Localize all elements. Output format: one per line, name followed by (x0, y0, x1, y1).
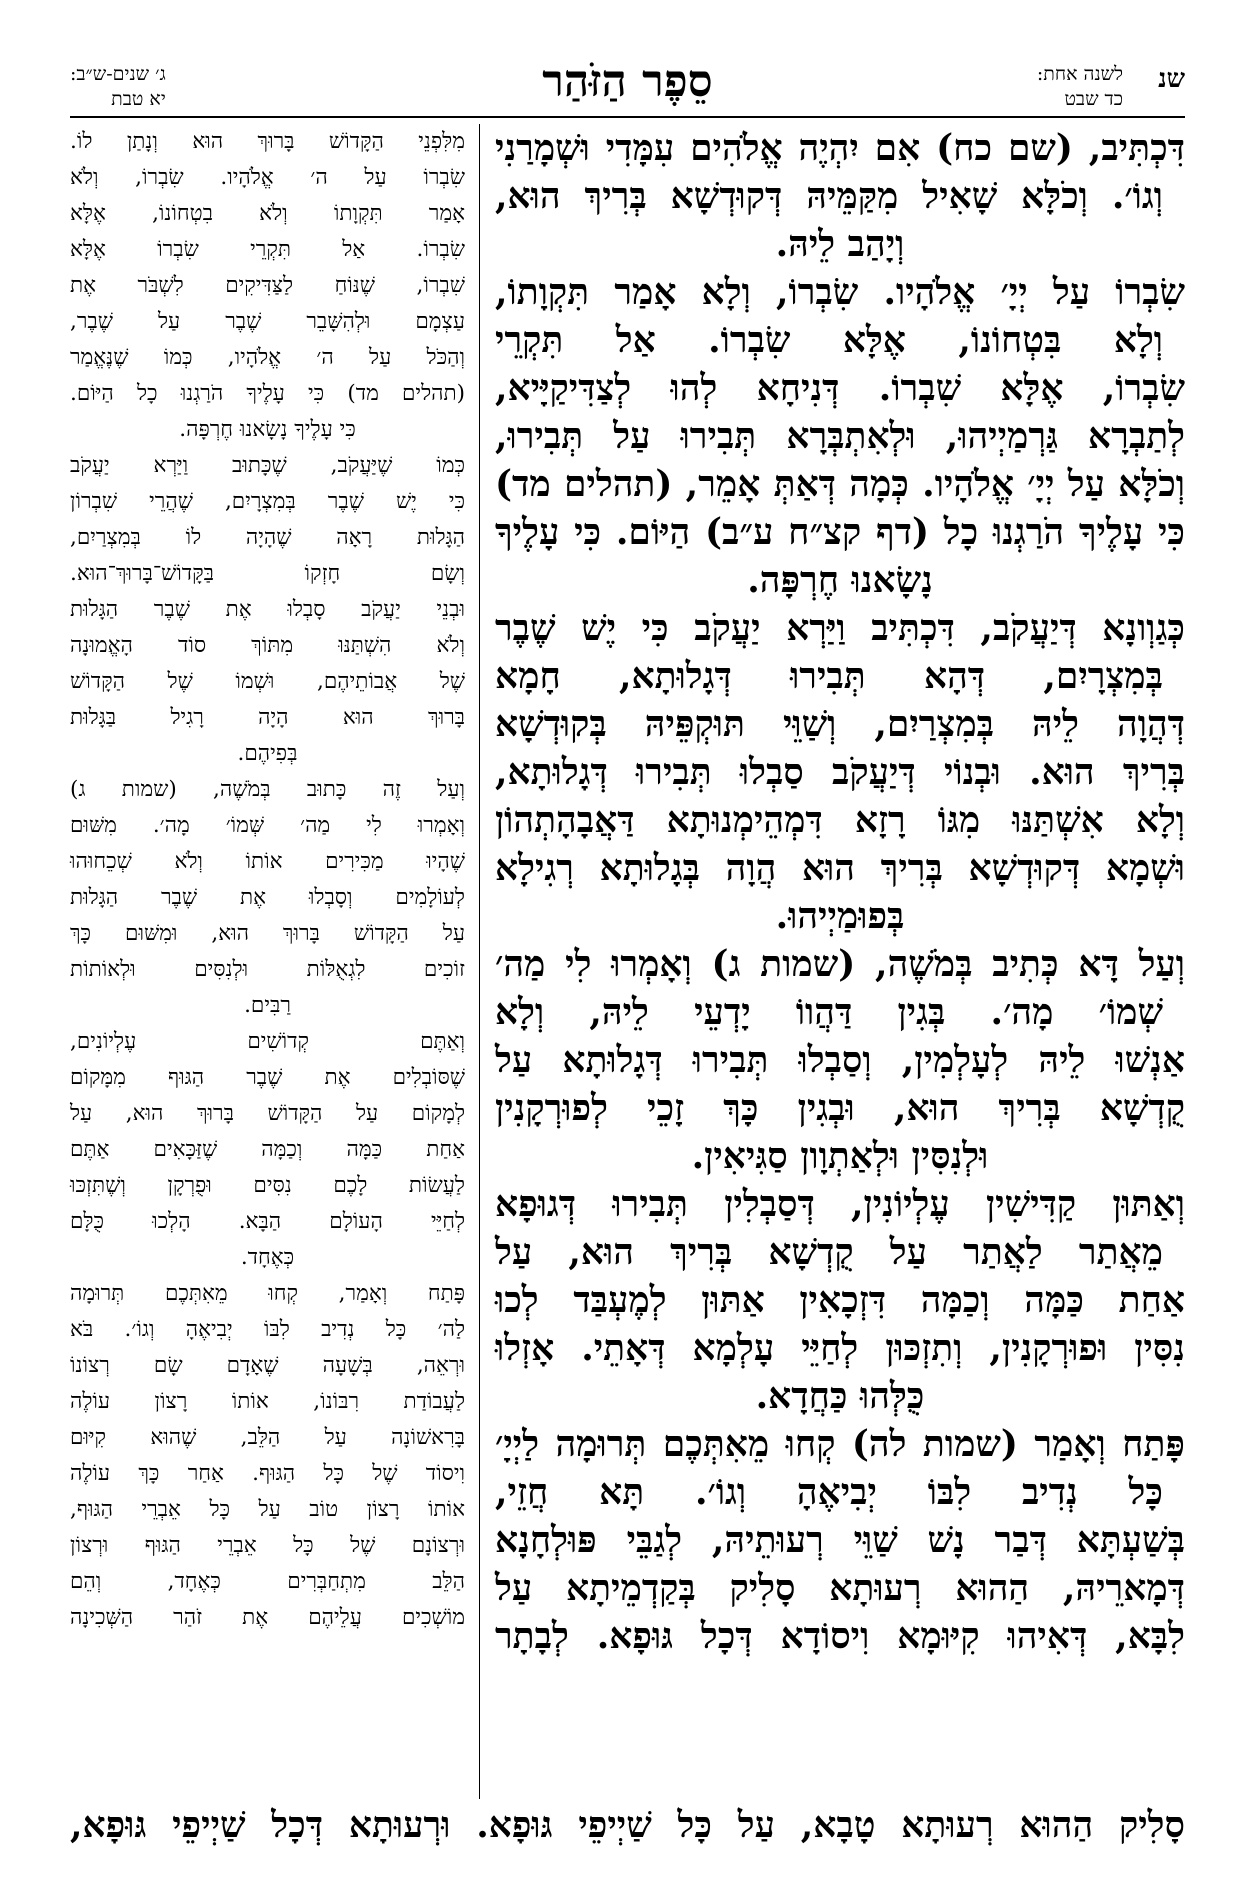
side-line: שֶׁהָיוּ מַכִּירִים אוֹתוֹ וְלֹא שְׁכֵחוּהוּ (70, 849, 465, 874)
study-cycle-label: לשנה אחת: (1036, 63, 1123, 85)
study-date-label: כד שבט (1064, 88, 1123, 110)
main-line: וְגוֹ׳. וְכֹלָּא שָׁאִיל מִקַּמֵּיהּ דְּקוּדְשָׁא בְּרִיךְ הוּא, (495, 175, 1163, 217)
main-line: דִּכְתִּיב, (שם כח) אִם יִהְיֶה אֱלֹהִים עִמָּדִי וּשְׁמָרַנִי (495, 127, 1185, 169)
main-line: דְּמָארֵיהּ, הַהוּא רְעוּתָא סָלִיק בְּקַדְמֵיתָא עַל (495, 1567, 1185, 1609)
main-line: בְּפוּמַיְיהוּ. (775, 895, 905, 937)
side-line: אוֹתוֹ רָצוֹן טוֹב עַל כָּל אֵבְרֵי הַגּוּף, (70, 1497, 465, 1522)
page-number: שנ (1158, 64, 1185, 94)
side-line: כְּמוֹ שֶׁיַּעֲקֹב, שֶׁכָּתוּב וַיַּרְא יַעֲקֹב (70, 453, 465, 478)
main-line: וְלָא אִשְׁתַּנּוּ מִגּוֹ רָזָא דִּמְהֵימְנוּתָא דַּאֲבָהָתְהוֹן (495, 799, 1185, 841)
page-header (70, 56, 1185, 114)
book-title: סֵפֶר הַזֹּהַר (542, 56, 713, 107)
side-line: הַגָּלוּת רָאָה שֶׁהָיָה לוֹ בְּמִצְרַיִם, (70, 525, 465, 550)
column-divider (479, 124, 480, 1799)
main-line: כֻּלְּהוּ כַּחֲדָא. (755, 1375, 925, 1417)
side-line: וִיסוֹד שֶׁל כָּל הַגּוּף. אַחַר כָּךְ עוֹלֶה (70, 1461, 465, 1486)
side-line: אַחַת כַּמָּה וְכַמָּה שֶׁזַּכָּאִים אַתֶּם (70, 1137, 465, 1162)
side-line: זוֹכִים לִגְאֻלּוֹת וּלְנִסִּים וּלְאוֹתוֹת (70, 957, 465, 982)
main-line: דְּהֲוָה לֵיהּ בְּמִצְרַיִם, וְשַׁוֵּי תּוּקְפֵּיהּ בְּקוּדְשָׁא (495, 703, 1185, 745)
main-line: פָּתַח וְאָמַר (שמות לה) קְחוּ מֵאִתְּכֶם תְּרוּמָה לַיְיָ׳ (495, 1423, 1185, 1465)
main-line: בְּמִצְרָיִם, דְּהָא תְּבִירוּ דְּגָלוּתָא, חָמָא (495, 655, 1163, 697)
side-line: עַצְמָם וּלְהִשָּׁבֵר שֶׁבֶר עַל שֶׁבֶר, (70, 309, 465, 334)
header-left-label (70, 62, 166, 112)
main-line: נִסִּין וּפוּרְקָנִין, וְתִזְכּוּן לְחַיֵּי עָלְמָא דְּאָתֵי. אָזְלוּ (495, 1327, 1185, 1369)
side-line: וְאַתֶּם קְדוֹשִׁים עֶלְיוֹנִים, (70, 1029, 465, 1054)
main-line: כָּל נְדִיב לִבּוֹ יְבִיאֶהָ וְגוֹ׳. תָּא חֲזֵי, (495, 1471, 1163, 1513)
side-line: וְשָׂם חָזְקוֹ בַּקָּדוֹשׁ־בָּרוּךְ־הוּא. (70, 561, 465, 586)
header-rule (70, 116, 1185, 118)
side-line: כִּי עָלֶיךָ נָשָׂאנוּ חֶרְפָּה. (179, 417, 356, 442)
side-line: לְמָקוֹם עַל הַקָּדוֹשׁ בָּרוּךְ הוּא, עַל (70, 1101, 465, 1126)
continuation-line: סָלִיק הַהוּא רְעוּתָא טָבָא, עַל כָּל שַׁיְיפֵי גּוּפָא. וּרְעוּתָא דְּכָל שַׁיְיפֵי גּוּפָא, (70, 1804, 1185, 1846)
side-line: בְּפִיהֶם. (237, 741, 298, 766)
main-line: שְׁמוֹ׳ מָה׳. בְּגִין דַּהֲווֹ יָדְעֵי לֵיהּ, וְלָא (495, 991, 1163, 1033)
side-line: וְהַכֹּל עַל ה׳ אֱלֹהָיו, כְּמוֹ שֶׁנֶּאֱמַר (70, 345, 465, 370)
side-line: שֶׁסּוֹבְלִים אֶת שֶׁבֶר הַגּוּף מִמָּקוֹם (70, 1065, 465, 1090)
hebrew-translation-column (70, 124, 465, 1636)
main-line: כְּגַוְונָא דְּיַעֲקֹב, דִּכְתִּיב וַיַּרְא יַעֲקֹב כִּי יֶשׁ שֶׁבֶר (495, 607, 1185, 649)
main-line: בְּשַׁעְתָּא דְּבַר נָשׁ שַׁוֵּי רְעוּתֵיהּ, לְגַבֵּי פּוּלְחָנָא (495, 1519, 1185, 1561)
main-line: שִׂבְרוֹ, אֶלָּא שִׁבְרוֹ. דְּנִיחָא לְהוּ לְצַדִּיקַיָּיא, (495, 367, 1185, 409)
main-line: וּשְׁמָא דְּקוּדְשָׁא בְּרִיךְ הוּא הֲוָה בְּגָלוּתָא רְגִילָא (495, 847, 1185, 889)
side-line: כִּי יֶשׁ שֶׁבֶר בְּמִצְרָיִם, שֶׁהֲרֵי שִׁבְרוֹן (70, 489, 465, 514)
side-line: וְלֹא הִשְׁתַּנּוּ מִתּוֹךְ סוֹד הָאֱמוּנָה (70, 633, 465, 658)
side-line: אָמַר תִּקְוָתוֹ וְלֹא בִטְחוֹנוֹ, אֶלָּא (70, 201, 465, 226)
main-line: וּלְנִסִּין וּלְאַתְוָון סַגִּיאִין. (691, 1135, 989, 1177)
cycle-label: ג׳ שנים-ש״ב: (70, 63, 166, 85)
side-line: וְאָמְרוּ לִי מַה׳ שְּׁמוֹ׳ מָה׳. מִשּׁוּם (70, 813, 465, 838)
side-line: מוֹשְׁכִים עֲלֵיהֶם אֶת זֹהַר הַשְּׁכִינָה (70, 1605, 465, 1630)
main-line: וְלָא בִּטְחוֹנוֹ, אֶלָּא שִׂבְרוֹ. אַל תִּקְרֵי (495, 319, 1163, 361)
side-line: (תהלים מד) כִּי עָלֶיךָ הֹרַגְנוּ כָל הַיּוֹם. (70, 381, 465, 406)
side-line: רַבִּים. (244, 993, 291, 1018)
side-line: לַה׳ כָּל נְדִיב לִבּוֹ יְבִיאֶהָ וְגוֹ׳. בֹּא (70, 1317, 465, 1342)
main-line: אַנְשׁוּ לֵיהּ לְעָלְמִין, וְסַבְלוּ תְּבִירוּ דְּגָלוּתָא עַל (495, 1039, 1185, 1081)
side-line: עַל הַקָּדוֹשׁ בָּרוּךְ הוּא, וּמִשּׁוּם כָּךְ (70, 921, 465, 946)
main-line: וְעַל דָּא כְּתִיב בְּמֹשֶׁה, (שמות ג) וְאָמְרוּ לִי מַה׳ (495, 943, 1185, 985)
main-line: כִּי עָלֶיךָ הֹרַגְנוּ כָל (דף קצ״ח ע״ב) הַיּוֹם. כִּי עָלֶיךָ (495, 511, 1185, 553)
main-line: לְתַבְרָא גַּרְמַיְיהוּ, וּלְאִתְבְּרָא תְּבִירוּ עַל תְּבִירוּ, (495, 415, 1185, 457)
side-line: וְעַל זֶה כָּתוּב בְּמֹשֶׁה, (שמות ג) (70, 777, 465, 802)
side-line: לַעֲשׂוֹת לָכֶם נִסִּים וּפֻרְקָן וְשֶׁתִּזְכּוּ (70, 1173, 465, 1198)
main-line: וְאַתּוּן קַדִּישִׁין עֶלְיוֹנִין, דְּסַבְלִין תְּבִירוּ דְּגוּפָא (495, 1183, 1185, 1225)
side-line: וּבְנֵי יַעֲקֹב סָבְלוּ אֶת שֶׁבֶר הַגָּלוּת (70, 597, 465, 622)
side-line: כְּאֶחָד. (240, 1245, 295, 1270)
side-line: לַעֲבוֹדַת רִבּוֹנוֹ, אוֹתוֹ רָצוֹן עוֹלֶה (70, 1389, 465, 1414)
side-line: לְחַיֵּי הָעוֹלָם הַבָּא. הָלְכוּ כֻּלָּם (70, 1209, 465, 1234)
main-line: בְּרִיךְ הוּא. וּבְנוֹי דְּיַעֲקֹב סַבְלוּ תְּבִירוּ דְּגָלוּתָא, (495, 751, 1185, 793)
main-line: וְיָהַב לֵיהּ. (775, 223, 905, 265)
aramaic-text-column (495, 124, 1185, 1660)
side-line: הַלֵּב מִתְחַבְּרִים כְּאֶחָד, וְהֵם (70, 1569, 465, 1594)
side-line: בָּרִאשׁוֹנָה עַל הַלֵּב, שֶׁהוּא קִיּוּם (70, 1425, 465, 1450)
side-line: שֶׁל אֲבוֹתֵיהֶם, וּשְׁמוֹ שֶׁל הַקָּדוֹשׁ (70, 669, 465, 694)
main-line: שִׂבְרוֹ עַל יְיָ׳ אֱלֹהָיו. שִׂבְרוֹ, וְלָא אָמַר תִּקְוָתוֹ, (495, 271, 1185, 313)
main-line: וְכֹלָּא עַל יְיָ׳ אֱלֹהָיו. כְּמָה דְּאַתְּ אָמֵר, (תהלים מד) (495, 463, 1185, 505)
side-line: פָּתַח וְאָמַר, קְחוּ מֵאִתְּכֶם תְּרוּמָה (70, 1281, 465, 1306)
main-line: נָשָׂאנוּ חֶרְפָּה. (747, 559, 933, 601)
main-line: לִבָּא, דְּאִיהוּ קִיּוּמָא וִיסוֹדָא דְּכָל גּוּפָא. לְבָתָר (495, 1615, 1185, 1657)
side-line: שִׁבְרוֹ, שֶׁנּוֹחַ לַצַּדִּיקִים לִשְׁבֹּר אֶת (70, 273, 465, 298)
main-line: מֵאֲתַר לַאֲתַר עַל קֻדְשָׁא בְּרִיךְ הוּא, עַל (495, 1231, 1163, 1273)
side-line: שִׂבְרוֹ. אַל תִּקְרֵי שִׂבְרוֹ אֶלָּא (70, 237, 465, 262)
side-line: בָּרוּךְ הוּא הָיָה רָגִיל בַּגָּלוּת (70, 705, 465, 730)
side-line: מִלִּפְנֵי הַקָּדוֹשׁ בָּרוּךְ הוּא וְנָתַן לוֹ. (70, 129, 465, 154)
main-line: קֻדְשָׁא בְּרִיךְ הוּא, וּבְגִין כָּךְ זָכֵי לְפוּרְקָנִין (495, 1087, 1185, 1129)
side-line: לְעוֹלָמִים וְסָבְלוּ אֶת שֶׁבֶר הַגָּלוּת (70, 885, 465, 910)
main-line: אַחַת כַּמָּה וְכַמָּה דִּזְכָאִין אַתּוּן לְמֶעְבַּד לְכוּ (495, 1279, 1185, 1321)
side-line: וּרְצוֹנָם שֶׁל כָּל אֵבְרֵי הַגּוּף וּרְצוֹן (70, 1533, 465, 1558)
side-line: שִׂבְרוֹ עַל ה׳ אֱלֹהָיו. שִׂבְרוֹ, וְלֹא (70, 165, 465, 190)
side-line: וּרְאֵה, בְּשָׁעָה שֶׁאָדָם שָׂם רְצוֹנוֹ (70, 1353, 465, 1378)
cycle-date-label: יא טבת (111, 88, 166, 110)
